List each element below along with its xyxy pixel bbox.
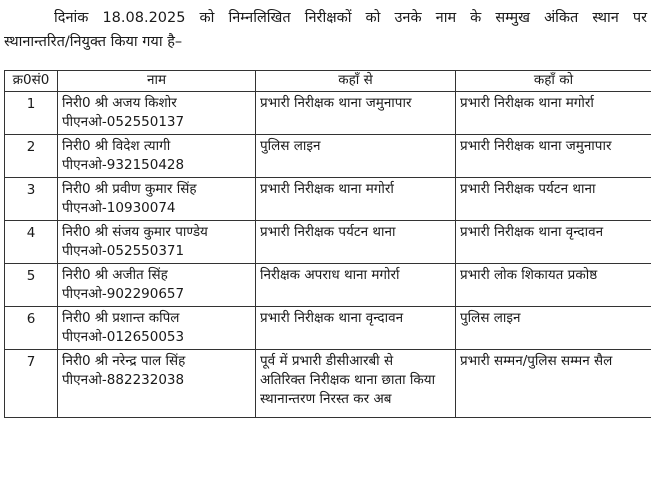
row-pno: पीएनओ-052550137 (62, 114, 185, 130)
row-name-cell (58, 350, 256, 418)
row-from: प्रभारी निरीक्षक थाना जमुनापार (256, 92, 456, 135)
row-name: निरी0 श्री प्रवीण कुमार सिंह (62, 181, 197, 197)
row-pno: पीएनओ-902290657 (62, 286, 185, 302)
row-name: निरी0 श्री अजीत सिंह (62, 267, 168, 283)
header-to: कहाँ को (456, 71, 651, 92)
row-pno: पीएनओ-052550371 (62, 243, 185, 259)
row-sn: 2 (5, 135, 58, 178)
header-from: कहाँ से (256, 71, 456, 92)
row-name-cell (58, 221, 256, 264)
intro-paragraph (4, 6, 647, 54)
row-name-cell (58, 264, 256, 307)
row-to: प्रभारी निरीक्षक पर्यटन थाना (456, 178, 651, 221)
row-name-cell (58, 92, 256, 135)
row-from: प्रभारी निरीक्षक थाना वृन्दावन (256, 307, 456, 350)
row-name: निरी0 श्री संजय कुमार पाण्डेय (62, 224, 208, 240)
table-row (5, 92, 651, 135)
table-row (5, 307, 651, 350)
table-header-row (5, 71, 651, 92)
row-from: निरीक्षक अपराध थाना मगोर्रा (256, 264, 456, 307)
row-from-cell (256, 350, 456, 418)
row-name: निरी0 श्री प्रशान्त कपिल (62, 310, 180, 326)
row-pno: पीएनओ-012650053 (62, 329, 185, 345)
row-to: प्रभारी लोक शिकायत प्रकोष्ठ (456, 264, 651, 307)
row-name-cell (58, 135, 256, 178)
row-sn: 3 (5, 178, 58, 221)
row-pno: पीएनओ-882232038 (62, 372, 185, 388)
intro-line-1: दिनांक 18.08.2025 को निम्नलिखित निरीक्षकों को उनके नाम के सम्मुख अंकित स्थान पर (54, 10, 647, 26)
header-name: नाम (58, 71, 256, 92)
row-from: प्रभारी निरीक्षक पर्यटन थाना (256, 221, 456, 264)
row-to: प्रभारी निरीक्षक थाना जमुनापार (456, 135, 651, 178)
row-to: प्रभारी सम्मन/पुलिस सम्मन सैल (456, 350, 651, 418)
row-sn: 4 (5, 221, 58, 264)
row-sn: 5 (5, 264, 58, 307)
row-from: पुलिस लाइन (256, 135, 456, 178)
header-sn: क्र0सं0 (5, 71, 58, 92)
row-to: प्रभारी निरीक्षक थाना वृन्दावन (456, 221, 651, 264)
row-sn: 6 (5, 307, 58, 350)
row-name: निरी0 श्री अजय किशोर (62, 95, 177, 111)
row-to: पुलिस लाइन (456, 307, 651, 350)
intro-line-2: स्थानान्तरित/नियुक्त किया गया है– (4, 34, 183, 50)
table-row (5, 178, 651, 221)
row-from: प्रभारी निरीक्षक थाना मगोर्रा (256, 178, 456, 221)
row-from-line: स्थानान्तरण निरस्त कर अब (260, 391, 392, 407)
row-pno: पीएनओ-932150428 (62, 157, 185, 173)
table-row (5, 264, 651, 307)
row-name-cell (58, 178, 256, 221)
row-pno: पीएनओ-10930074 (62, 200, 176, 216)
table-row (5, 221, 651, 264)
table-row (5, 350, 651, 418)
row-name: निरी0 श्री विदेश त्यागी (62, 138, 171, 154)
row-sn: 7 (5, 350, 58, 418)
row-name: निरी0 श्री नरेन्द्र पाल सिंह (62, 353, 186, 369)
row-to: प्रभारी निरीक्षक थाना मगोर्रा (456, 92, 651, 135)
transfer-table (4, 70, 651, 418)
table-row (5, 135, 651, 178)
row-sn: 1 (5, 92, 58, 135)
row-from-line: अतिरिक्त निरीक्षक थाना छाता किया (260, 372, 436, 388)
row-name-cell (58, 307, 256, 350)
row-from-line: पूर्व में प्रभारी डीसीआरबी से (260, 353, 394, 369)
